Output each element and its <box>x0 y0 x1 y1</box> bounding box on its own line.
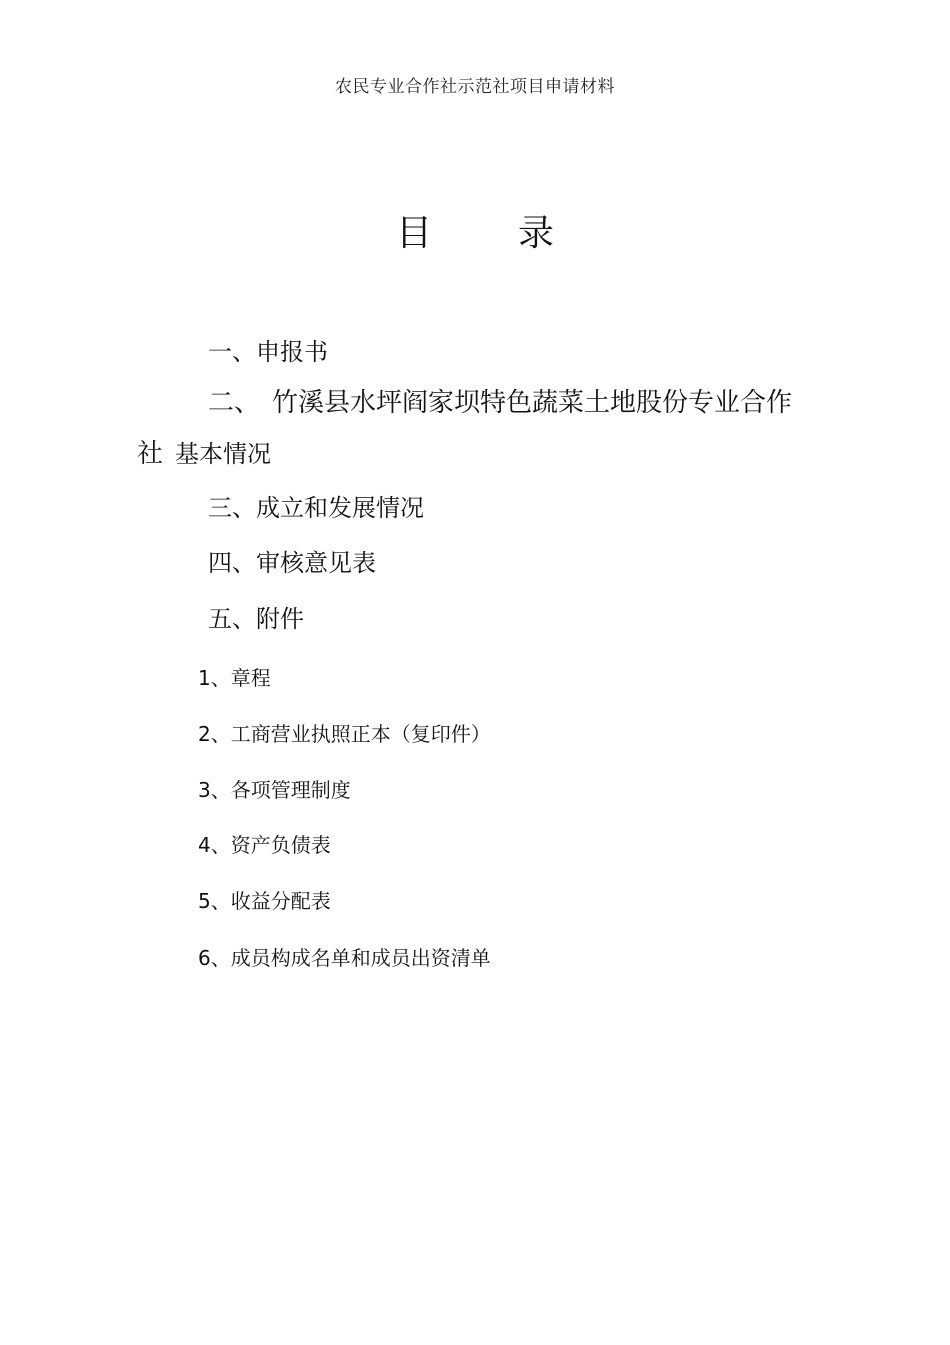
toc-section-2 <box>137 378 797 480</box>
toc-attachment-2: 2、工商营业执照正本（复印件） <box>198 722 491 746</box>
toc-title-char-1: 目 <box>395 213 432 254</box>
toc-section-2-main: 竹溪县水坪阎家坝特色蔬菜土地股份专业合作社 <box>137 388 793 469</box>
toc-section-3: 三、成立和发展情况 <box>208 494 424 522</box>
toc-section-2-prefix: 二、 <box>208 388 261 418</box>
toc-title-char-2: 录 <box>518 213 555 254</box>
toc-section-2-suffix: 基本情况 <box>175 440 272 468</box>
toc-section-1: 一、申报书 <box>208 338 328 366</box>
toc-attachment-1: 1、章程 <box>198 666 271 690</box>
toc-attachment-3: 3、各项管理制度 <box>198 778 351 802</box>
toc-title <box>0 205 950 256</box>
toc-attachment-6: 6、成员构成名单和成员出资清单 <box>198 946 491 970</box>
running-header: 农民专业合作社示范社项目申请材料 <box>335 77 615 97</box>
toc-attachment-5: 5、收益分配表 <box>198 889 331 913</box>
toc-attachment-4: 4、资产负债表 <box>198 833 331 857</box>
toc-section-5: 五、附件 <box>208 605 304 633</box>
toc-section-4: 四、审核意见表 <box>208 549 376 577</box>
